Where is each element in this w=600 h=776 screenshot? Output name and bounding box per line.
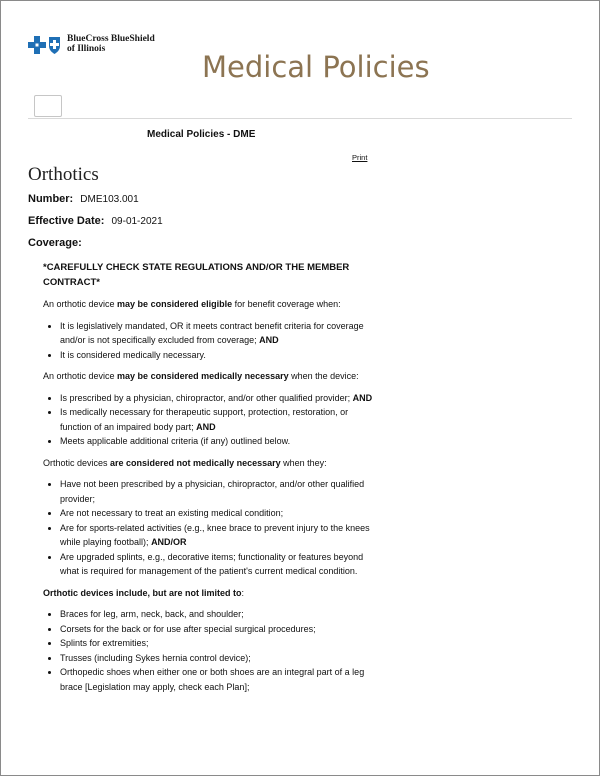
- list-item: • Splints for extremities;: [60, 636, 373, 651]
- includes-intro: Orthotic devices include, but are not limited to:: [43, 587, 245, 598]
- list-item: • Are upgraded splints, e.g., decorative items; functionality or features beyond what is required for management of the patient's current medical condition.: [60, 550, 373, 579]
- state-regulations-warning: *CAREFULLY CHECK STATE REGULATIONS AND/OR THE MEMBER CONTRACT*: [43, 262, 350, 288]
- list-item: • Are not necessary to treat an existing medical condition;: [60, 506, 373, 521]
- logo-text: [67, 35, 155, 54]
- page-banner: Medical Policies: [202, 50, 430, 84]
- effective-date-label: Effective Date:: [28, 215, 105, 227]
- logo-line-2: of Illinois: [67, 43, 106, 54]
- number-value: DME103.001: [80, 194, 139, 205]
- bcbs-logo[interactable]: [28, 35, 155, 54]
- effective-date-value: 09-01-2021: [111, 216, 163, 227]
- list-item: • Have not been prescribed by a physician, chiropractor, and/or other qualified provider;: [60, 477, 373, 506]
- list-item: • Orthopedic shoes when either one or both shoes are an integral part of a leg brace [Legislation may apply, check each Plan];: [60, 665, 373, 694]
- medically-necessary-intro: An orthotic device may be considered medically necessary when the device:: [43, 371, 359, 381]
- header-divider: [28, 118, 572, 119]
- policy-effective-date: [28, 215, 163, 227]
- list-item: • Is prescribed by a physician, chiropractor, and/or other qualified provider; AND: [60, 391, 373, 406]
- menu-button[interactable]: [34, 95, 62, 117]
- eligible-intro: An orthotic device may be considered eligible for benefit coverage when:: [43, 299, 341, 309]
- list-item: • Corsets for the back or for use after special surgical procedures;: [60, 622, 373, 637]
- list-item: • Meets applicable additional criteria (if any) outlined below.: [60, 434, 373, 449]
- medically-necessary-list: [43, 391, 373, 449]
- list-item: • Are for sports-related activities (e.g., knee brace to prevent injury to the knees while playing football); AND/OR: [60, 521, 373, 550]
- includes-list: [43, 607, 373, 694]
- bcbs-cross-shield-icon: [28, 36, 62, 54]
- list-item: • Trusses (including Sykes hernia control device);: [60, 651, 373, 666]
- list-item: • It is considered medically necessary.: [60, 348, 373, 363]
- not-necessary-intro: Orthotic devices are considered not medically necessary when they:: [43, 457, 327, 468]
- eligible-list: [43, 319, 373, 363]
- coverage-heading: Coverage:: [28, 237, 82, 249]
- list-item: • It is legislatively mandated, OR it meets contract benefit criteria for coverage and/or is not specifically excluded from coverage; AND: [60, 319, 373, 348]
- coverage-content: [43, 261, 373, 694]
- print-link[interactable]: Print: [352, 153, 368, 162]
- not-necessary-list: [43, 477, 373, 579]
- list-item: • Braces for leg, arm, neck, back, and shoulder;: [60, 607, 373, 622]
- list-item: • Is medically necessary for therapeutic support, protection, restoration, or function of an impaired body part; AND: [60, 405, 373, 434]
- logo-line-1: BlueCross BlueShield: [67, 34, 155, 44]
- policy-number: [28, 193, 139, 205]
- breadcrumb: Medical Policies - DME: [147, 129, 256, 140]
- policy-title: Orthotics: [28, 164, 99, 185]
- number-label: Number:: [28, 193, 74, 205]
